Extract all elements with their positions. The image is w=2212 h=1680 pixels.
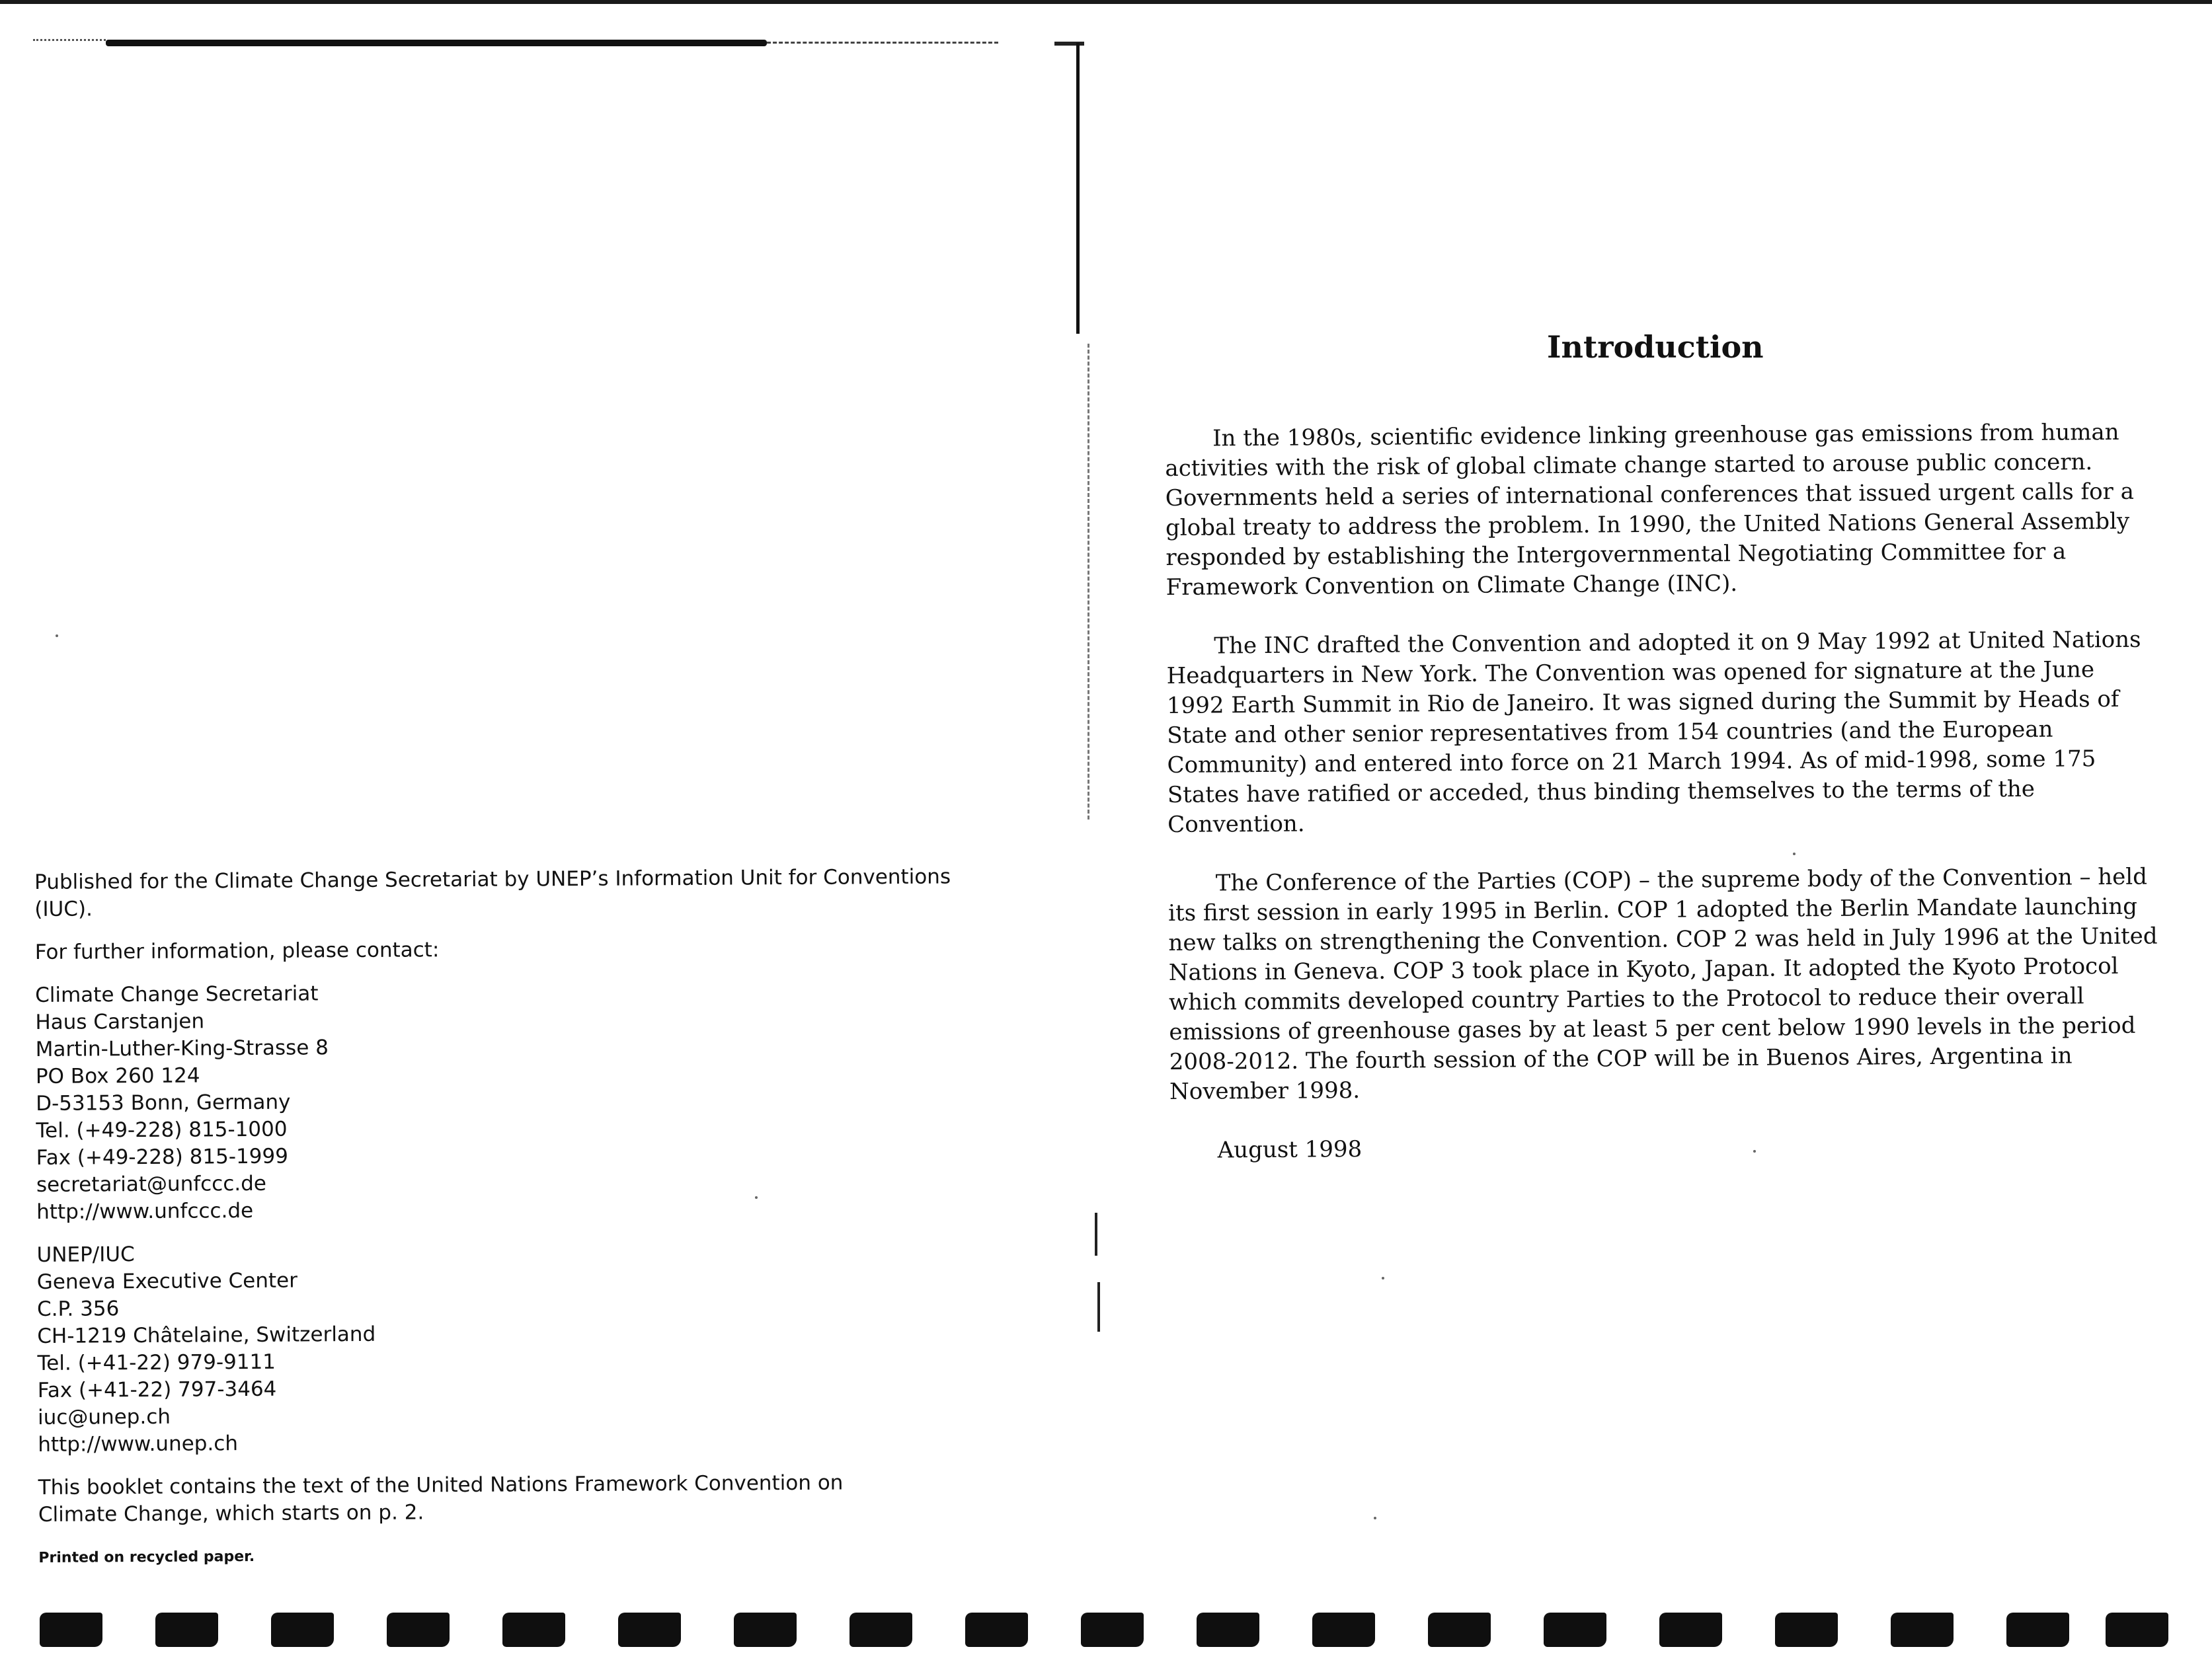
binding-hole — [271, 1613, 334, 1647]
binding-holes-bottom — [40, 1613, 2168, 1652]
binding-hole — [1659, 1613, 1722, 1647]
spine-mark — [1095, 1213, 1097, 1256]
page-spine — [1076, 43, 1080, 334]
paragraph: The INC drafted the Convention and adopted it on 9 May 1992 at United Nations Headquarters in New York. The Convention was opened for signature at the June 1992 Earth Summit in Rio de Janeiro. It was signed during the Summit by Heads of State and other senior representatives from 154 countries (and the European Community) and entered into force on 21 March 1994. As of mid-1998, some 175 States have ratified or acceded, thus binding themselves to the terms of the Convention. — [1166, 626, 2141, 838]
phone-line: Tel. (+49-228) 815-1000 — [36, 1117, 288, 1143]
binding-strip-top — [33, 36, 998, 49]
spine-cap — [1054, 42, 1084, 46]
binding-hole — [734, 1613, 797, 1647]
binding-hole — [1544, 1613, 1606, 1647]
address-line: UNEP/IUC — [36, 1242, 135, 1267]
binding-hole — [502, 1613, 565, 1647]
unep-address — [36, 1236, 990, 1459]
secretariat-address — [35, 976, 988, 1226]
booklet-note: This booklet contains the text of the United Nations Framework Convention on Climate Change, which starts on p. 2. — [38, 1470, 844, 1527]
scan-speck — [56, 634, 58, 637]
binding-hole — [155, 1613, 218, 1647]
fax-line: Fax (+49-228) 815-1999 — [36, 1144, 289, 1170]
paragraph: In the 1980s, scientific evidence linking greenhouse gas emissions from human activities with the risk of global climate change started to arouse public concern. Governments held a series of international conferences that issued urgent calls for a global treaty to address the problem. In 1990, the United Nations General Assembly responded by establishing the Intergovernmental Negotiating Committee for a Framework Convention on Climate Change (INC). — [1165, 418, 2135, 601]
scan-speck — [1374, 1517, 1376, 1519]
paragraph: The Conference of the Parties (COP) – the supreme body of the Convention – held its first session in early 1995 in Berlin. COP 1 adopted the Berlin Mandate launching new talks on strengthening the Convention. COP 2 was held in July 1996 at the United Nations in Geneva. COP 3 took place in Kyoto, Japan. It adopted the Kyoto Protocol which commits developed country Parties to the Protocol to reduce their overall emissions of greenhouse gases by at least 5 per cent below 1990 levels in the period 2008-2012. The fourth session of the COP will be in Buenos Aires, Argentina in November 1998. — [1168, 863, 2158, 1105]
date: August 1998 — [1217, 1135, 1363, 1164]
published-by: Published for the Climate Change Secretariat by UNEP’s Information Unit for Conventions (IUC). — [34, 864, 951, 921]
address-line: Martin-Luther-King-Strasse 8 — [35, 1036, 329, 1061]
email-line: secretariat@unfccc.de — [36, 1171, 267, 1197]
introduction-text — [1165, 418, 2162, 1195]
url-line: http://www.unep.ch — [38, 1432, 239, 1457]
url-line: http://www.unfccc.de — [36, 1198, 254, 1224]
address-line: CH-1219 Châtelaine, Switzerland — [37, 1322, 376, 1348]
publication-info — [34, 863, 990, 1572]
email-line: iuc@unep.ch — [37, 1404, 171, 1430]
address-line: C.P. 356 — [36, 1297, 120, 1321]
address-line: PO Box 260 124 — [35, 1063, 200, 1088]
contact-prompt: For further information, please contact: — [34, 938, 440, 964]
binding-dashes — [767, 42, 998, 44]
fax-line: Fax (+41-22) 797-3464 — [37, 1377, 277, 1402]
scan-speck — [1753, 1150, 1756, 1153]
binding-hole — [1312, 1613, 1375, 1647]
address-line: Haus Carstanjen — [35, 1009, 205, 1034]
binding-hole — [1891, 1613, 1954, 1647]
recycled-note: Printed on recycled paper. — [38, 1548, 255, 1566]
binding-bar — [106, 40, 767, 46]
scan-edge-top — [0, 0, 2212, 4]
page-title: Introduction — [1547, 329, 1764, 365]
binding-hole — [1197, 1613, 1259, 1647]
scan-speck — [1382, 1277, 1384, 1279]
binding-hole — [618, 1613, 681, 1647]
address-line: Climate Change Secretariat — [35, 981, 319, 1007]
binding-hole — [1081, 1613, 1144, 1647]
scan-speck — [755, 1196, 758, 1199]
binding-hole — [849, 1613, 912, 1647]
address-line: Geneva Executive Center — [36, 1268, 298, 1294]
binding-hole — [40, 1613, 102, 1647]
binding-hole — [1775, 1613, 1838, 1647]
binding-hole — [2006, 1613, 2069, 1647]
binding-hole — [2106, 1613, 2168, 1647]
scan-speck — [1793, 853, 1796, 855]
binding-hole — [387, 1613, 450, 1647]
address-line: D-53153 Bonn, Germany — [36, 1090, 291, 1116]
spine-dashed-line — [1087, 344, 1089, 820]
scan-speckle — [33, 39, 106, 46]
spine-mark — [1097, 1282, 1100, 1332]
binding-hole — [965, 1613, 1028, 1647]
phone-line: Tel. (+41-22) 979-9111 — [37, 1350, 276, 1375]
binding-hole — [1428, 1613, 1491, 1647]
